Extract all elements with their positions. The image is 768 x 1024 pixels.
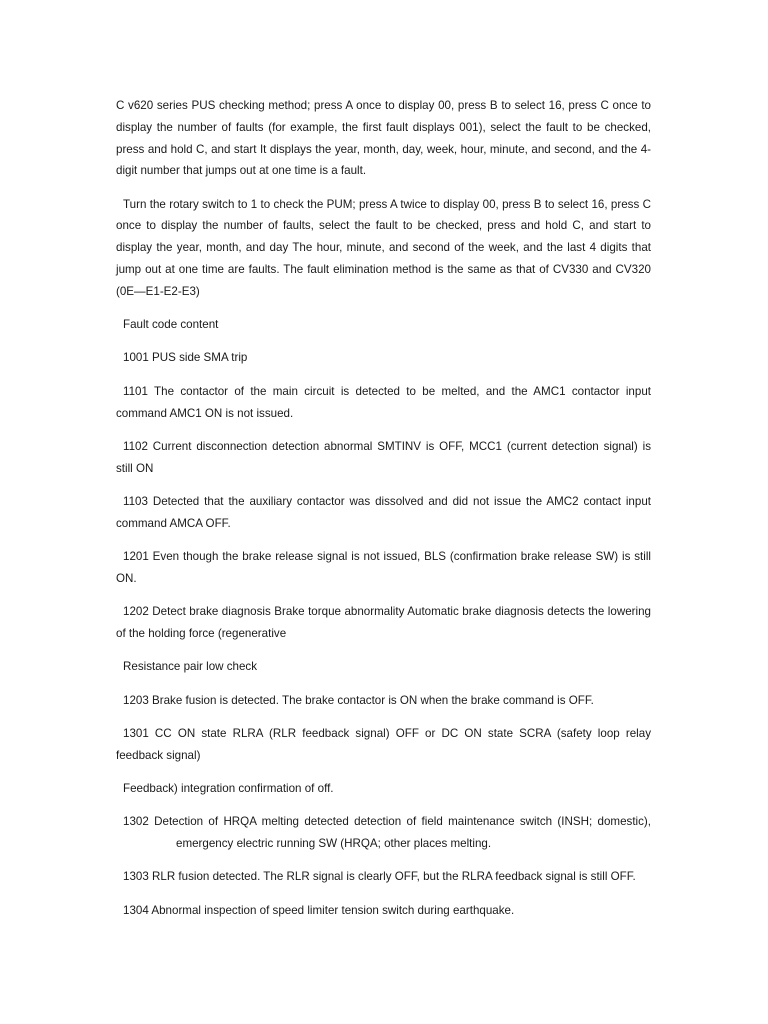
- document-body: [116, 95, 651, 933]
- fault-1102: 1102 Current disconnection detection abnormal SMTINV is OFF, MCC1 (current detection signal) is still ON: [116, 439, 651, 475]
- fault-1302: 1302 Detection of HRQA melting detected detection of field maintenance switch (INSH; domestic), emergency electric running SW (HRQA; other places melting.: [123, 815, 651, 851]
- fault-1001: 1001 PUS side SMA trip: [123, 351, 248, 365]
- fault-code-heading: Fault code content: [123, 318, 219, 332]
- fault-1202-continued: Resistance pair low check: [123, 660, 258, 674]
- fault-1103: 1103 Detected that the auxiliary contactor was dissolved and did not issue the AMC2 contact input command AMCA OFF.: [116, 494, 651, 530]
- fault-1203: 1203 Brake fusion is detected. The brake contactor is ON when the brake command is OFF.: [123, 693, 594, 707]
- fault-1301-continued: Feedback) integration confirmation of off.: [123, 781, 334, 795]
- paragraph-intro-cv620: C v620 series PUS checking method; press A once to display 00, press B to select 16, press C once to display the number of faults (for example, the first fault displays 001), select the fault to be checked, press and hold C, and start It displays the year, month, day, week, hour, minute, and second, and the 4-digit number that jumps out at one time is a fault.: [116, 99, 651, 178]
- fault-1303: 1303 RLR fusion detected. The RLR signal is clearly OFF, but the RLRA feedback signal is still OFF.: [123, 870, 636, 884]
- fault-1101: 1101 The contactor of the main circuit is detected to be melted, and the AMC1 contactor input command AMC1 ON is not issued.: [116, 384, 651, 420]
- fault-1301: 1301 CC ON state RLRA (RLR feedback signal) OFF or DC ON state SCRA (safety loop relay feedback signal): [116, 726, 651, 762]
- paragraph-rotary-switch: Turn the rotary switch to 1 to check the PUM; press A twice to display 00, press B to select 16, press C once to display the number of faults, select the fault to be checked, press and hold C, and start to display the year, month, and day The hour, minute, and second of the week, and the last 4 digits that jump out at one time are faults. The fault elimination method is the same as that of CV330 and CV320 (0E—E1-E2-E3): [116, 197, 651, 298]
- fault-1304: 1304 Abnormal inspection of speed limiter tension switch during earthquake.: [123, 903, 515, 917]
- fault-1201: 1201 Even though the brake release signal is not issued, BLS (confirmation brake release SW) is still ON.: [116, 550, 651, 585]
- fault-1202: 1202 Detect brake diagnosis Brake torque abnormality Automatic brake diagnosis detects the lowering of the holding force (regenerative: [116, 605, 651, 640]
